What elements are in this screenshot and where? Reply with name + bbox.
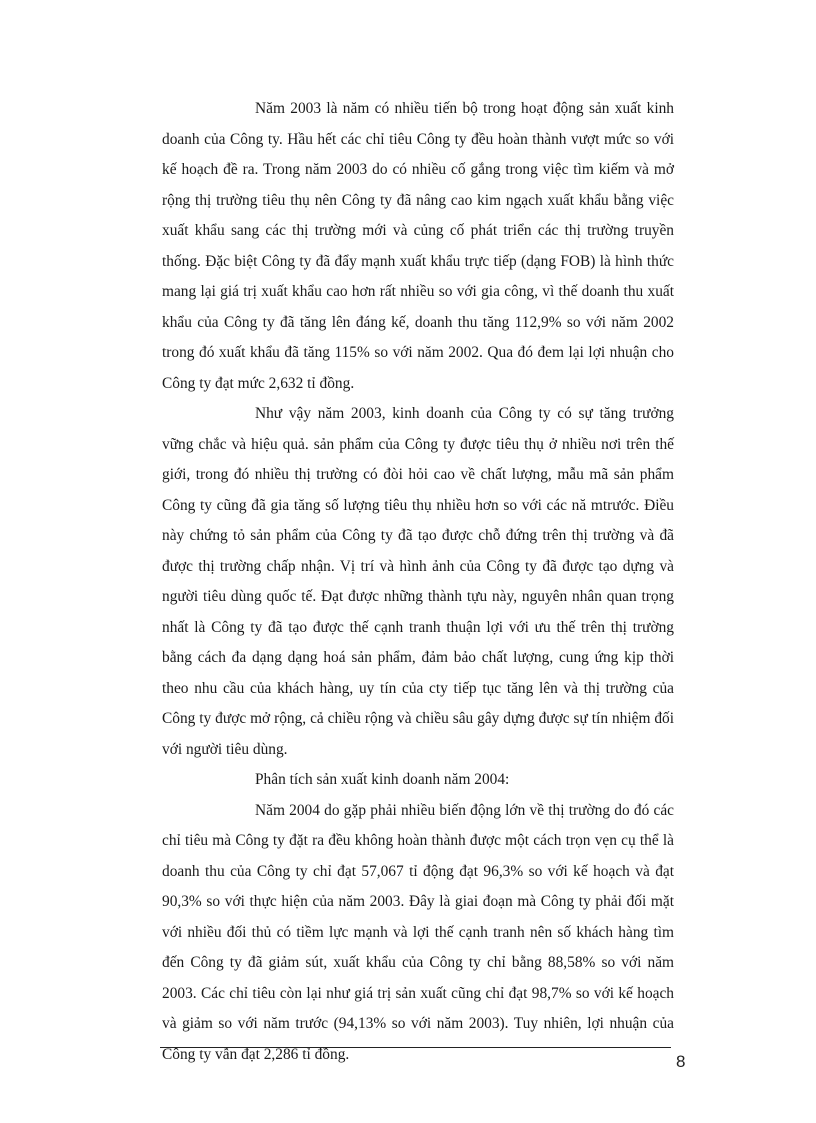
footer-divider bbox=[160, 1047, 671, 1048]
page-body bbox=[162, 94, 674, 1070]
section-heading-2004: Phân tích sản xuất kinh doanh năm 2004: bbox=[255, 771, 510, 788]
page-number: 8 bbox=[676, 1052, 686, 1071]
paragraph-2003-overview: Năm 2003 là năm có nhiều tiến bộ trong hoạt động sản xuất kinh doanh của Công ty. Hầu hết các chỉ tiêu Công ty đều hoàn thành vượt mức so với kế hoạch đề ra. Trong năm 2003 do có nhiều cố gắng trong việc tìm kiếm và mở rộng thị trường tiêu thụ nên Công ty đã nâng cao kim ngạch xuất khẩu bằng việc xuất khẩu sang các thị trường mới và củng cố phát triển các thị trường truyền thống. Đặc biệt Công ty đã đẩy mạnh xuất khẩu trực tiếp (dạng FOB) là hình thức mang lại giá trị xuất khẩu cao hơn rất nhiều so với gia công, vì thế doanh thu xuất khẩu của Công ty đã tăng lên đáng kế, doanh thu tăng 112,9% so với năm 2002 trong đó xuất khẩu đã tăng 115% so với năm 2002. Qua đó đem lại lợi nhuận cho Công ty đạt mức 2,632 tỉ đồng. bbox=[162, 100, 674, 392]
paragraph-2004-analysis: Năm 2004 do gặp phải nhiều biến động lớn về thị trường do đó các chỉ tiêu mà Công ty đặt ra đều không hoàn thành được một cách trọn vẹn cụ thể là doanh thu của Công ty chỉ đạt 57,067 tỉ động đạt 96,3% so với kế hoạch và đạt 90,3% so với thực hiện của năm 2003. Đây là giai đoạn mà Công ty phải đối mặt với nhiều đối thủ có tiềm lực mạnh và lợi thế cạnh tranh nên số khách hàng tìm đến Công ty đã giảm sút, xuất khẩu của Công ty chỉ bằng 88,58% so với năm 2003. Các chỉ tiêu còn lại như giá trị sản xuất cũng chỉ đạt 98,7% so với kế hoạch và giảm so với năm trước (94,13% so với năm 2003). Tuy nhiên, lợi nhuận của Công ty vẫn đạt 2,286 tỉ đồng. bbox=[162, 801, 674, 1063]
paragraph-2003-growth: Như vậy năm 2003, kinh doanh của Công ty có sự tăng trưởng vững chắc và hiệu quả. sản phẩm của Công ty được tiêu thụ ở nhiều nơi trên thế giới, trong đó nhiều thị trường có đòi hỏi cao về chất lượng, mẫu mã sản phẩm Công ty cũng đã gia tăng số lượng tiêu thụ nhiều hơn so với các nă mtrước. Điều này chứng tỏ sản phẩm của Công ty đã tạo được chỗ đứng trên thị trường và đã được thị trường chấp nhận. Vị trí và hình ảnh của Công ty đã được tạo dựng và người tiêu dùng quốc tế. Đạt được những thành tựu này, nguyên nhân quan trọng nhất là Công ty đã tạo được thế cạnh tranh thuận lợi với ưu thế trên thị trường bằng cách đa dạng dạng hoá sản phẩm, đảm bảo chất lượng, cung ứng kịp thời theo nhu cầu của khách hàng, uy tín của cty tiếp tục tăng lên và thị trường của Công ty được mở rộng, cả chiều rộng và chiều sâu gây dựng được sự tín nhiệm đối với người tiêu dùng. bbox=[162, 405, 674, 758]
